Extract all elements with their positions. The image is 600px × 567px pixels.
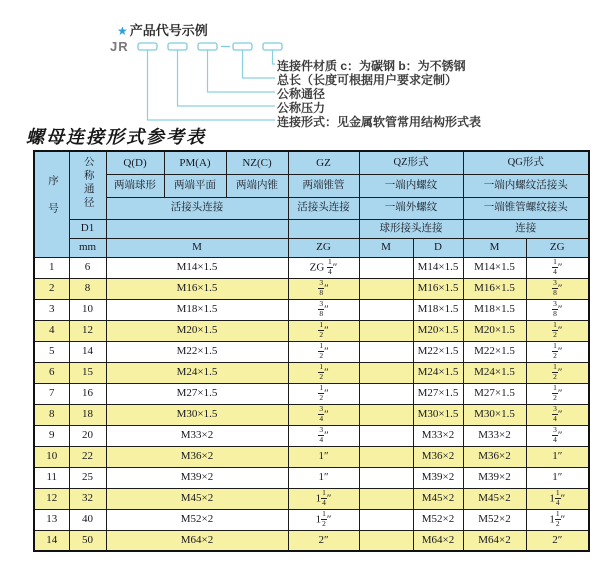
cell-qg-zg: $\frac{1}{4}$ ″ (526, 257, 589, 278)
table-row (34, 320, 589, 341)
header-m-span: M (106, 238, 288, 257)
code-label-material: 连接件材质 c：为碳钢 b：为不锈钢 (277, 59, 466, 73)
header-q-sub: 两端球形 (106, 174, 164, 197)
cell-gz: 1 $\frac{1}{2}$ ″ (288, 509, 359, 530)
cell-seq: 6 (34, 362, 69, 383)
code-label-diameter: 公称通径 (277, 87, 326, 101)
cell-qz-m (359, 341, 413, 362)
fraction: $\frac{1}{4}$ (328, 257, 332, 276)
header-nz-sub: 两端内锥 (226, 174, 288, 197)
cell-qg-m: M64×2 (463, 530, 526, 551)
fraction: $\frac{3}{4}$ (319, 425, 324, 444)
cell-m: M18×1.5 (106, 299, 288, 320)
cell-m: M20×1.5 (106, 320, 288, 341)
cell-seq: 2 (34, 278, 69, 299)
header-gz-union: 活接头连接 (288, 197, 359, 219)
cell-mm: 8 (69, 278, 106, 299)
cell-gz: $\frac{3}{8}$ ″ (288, 299, 359, 320)
cell-qz-d: M64×2 (413, 530, 463, 551)
cell-qg-zg: 2″ (526, 530, 589, 551)
cell-qg-zg: 1″ (526, 446, 589, 467)
cell-mm: 40 (69, 509, 106, 530)
cell-qg-m: M33×2 (463, 425, 526, 446)
cell-qg-zg: $\frac{1}{2}$ ″ (526, 362, 589, 383)
cell-qg-m: M27×1.5 (463, 383, 526, 404)
cell-qz-m (359, 530, 413, 551)
cell-qz-d: M45×2 (413, 488, 463, 509)
code-label-length: 总长（长度可根据用户要求定制） (277, 73, 458, 87)
table-row (34, 488, 589, 509)
header-col-nz: NZ(C) (226, 151, 288, 174)
cell-seq: 12 (34, 488, 69, 509)
cell-seq: 9 (34, 425, 69, 446)
code-box-2 (168, 43, 187, 50)
cell-m: M27×1.5 (106, 383, 288, 404)
cell-gz: $\frac{1}{2}$ ″ (288, 320, 359, 341)
fraction: $\frac{3}{4}$ (319, 404, 324, 423)
cell-gz: 1″ (288, 446, 359, 467)
header-nominal-diameter: 公称通径 (69, 151, 106, 219)
cell-qz-d: M33×2 (413, 425, 463, 446)
cell-seq: 7 (34, 383, 69, 404)
cell-qg-zg: 1 $\frac{1}{2}$ ″ (526, 509, 589, 530)
header-empty-gz (288, 219, 359, 238)
cell-qz-m (359, 467, 413, 488)
fraction: $\frac{1}{4}$ (553, 257, 557, 276)
cell-m: M16×1.5 (106, 278, 288, 299)
nut-connection-table (33, 150, 590, 552)
cell-qg-zg: $\frac{1}{2}$ ″ (526, 383, 589, 404)
fraction: $\frac{3}{8}$ (553, 278, 557, 297)
header-gz-sub: 两端锥管 (288, 174, 359, 197)
cell-seq: 8 (34, 404, 69, 425)
cell-seq: 14 (34, 530, 69, 551)
table-row (34, 530, 589, 551)
cell-qg-zg: $\frac{3}{8}$ ″ (526, 278, 589, 299)
code-box-3 (198, 43, 217, 50)
header-qg-sub1: 一端内螺纹活接头 (463, 174, 589, 197)
cell-m: M64×2 (106, 530, 288, 551)
cell-qg-zg: 1″ (526, 467, 589, 488)
fraction: $\frac{1}{2}$ (322, 509, 326, 528)
leader-line-diameter (208, 50, 276, 92)
header-mm: mm (69, 238, 106, 257)
cell-qz-m (359, 446, 413, 467)
fraction: $\frac{3}{8}$ (319, 278, 324, 297)
cell-qg-m: M30×1.5 (463, 404, 526, 425)
cell-qg-m: M52×2 (463, 509, 526, 530)
table-row (34, 446, 589, 467)
cell-qz-d: M36×2 (413, 446, 463, 467)
cell-qz-m (359, 362, 413, 383)
cell-gz: 1″ (288, 467, 359, 488)
cell-gz: $\frac{1}{2}$ ″ (288, 383, 359, 404)
header-union-span: 活接头连接 (106, 197, 288, 219)
leader-line-length (243, 50, 276, 78)
fraction: $\frac{1}{2}$ (553, 383, 557, 402)
cell-seq: 13 (34, 509, 69, 530)
header-pm-sub: 两端平面 (164, 174, 226, 197)
cell-qz-m (359, 404, 413, 425)
table-row (34, 383, 589, 404)
cell-mm: 20 (69, 425, 106, 446)
cell-qz-d: M24×1.5 (413, 362, 463, 383)
header-col-pm: PM(A) (164, 151, 226, 174)
cell-gz: $\frac{3}{4}$ ″ (288, 404, 359, 425)
cell-m: M30×1.5 (106, 404, 288, 425)
cell-qg-m: M14×1.5 (463, 257, 526, 278)
header-qz-sub1: 一端内螺纹 (359, 174, 463, 197)
cell-gz: ZG $\frac{1}{4}$ ″ (288, 257, 359, 278)
cell-seq: 1 (34, 257, 69, 278)
table-row (34, 299, 589, 320)
cell-mm: 25 (69, 467, 106, 488)
code-box-5 (263, 43, 282, 50)
cell-qg-zg: $\frac{1}{2}$ ″ (526, 341, 589, 362)
header-qg-zg: ZG (526, 238, 589, 257)
cell-mm: 16 (69, 383, 106, 404)
cell-qg-m: M18×1.5 (463, 299, 526, 320)
cell-qz-m (359, 425, 413, 446)
cell-qz-d: M20×1.5 (413, 320, 463, 341)
cell-seq: 11 (34, 467, 69, 488)
cell-qz-m (359, 488, 413, 509)
header-seq: 序号 (34, 151, 69, 257)
cell-qz-d: M22×1.5 (413, 341, 463, 362)
cell-qz-d: M18×1.5 (413, 299, 463, 320)
header-d1: D1 (69, 219, 106, 238)
cell-qg-zg: $\frac{3}{4}$ ″ (526, 404, 589, 425)
cell-seq: 5 (34, 341, 69, 362)
cell-mm: 12 (69, 320, 106, 341)
header-col-gz: GZ (288, 151, 359, 174)
fraction: $\frac{1}{4}$ (555, 488, 560, 507)
cell-seq: 10 (34, 446, 69, 467)
cell-m: M39×2 (106, 467, 288, 488)
fraction: $\frac{1}{2}$ (319, 362, 324, 381)
table-row (34, 341, 589, 362)
cell-mm: 32 (69, 488, 106, 509)
cell-qg-zg: 1 $\frac{1}{4}$ ″ (526, 488, 589, 509)
cell-gz: $\frac{1}{2}$ ″ (288, 362, 359, 383)
cell-seq: 3 (34, 299, 69, 320)
fraction: $\frac{1}{4}$ (322, 488, 326, 507)
cell-qz-d: M30×1.5 (413, 404, 463, 425)
fraction: $\frac{3}{4}$ (553, 404, 557, 423)
cell-qg-m: M36×2 (463, 446, 526, 467)
cell-m: M33×2 (106, 425, 288, 446)
header-qz-sub3: 球形接头连接 (359, 219, 463, 238)
code-prefix: JR (110, 39, 129, 54)
header-col-qz: QZ形式 (359, 151, 463, 174)
cell-qg-m: M22×1.5 (463, 341, 526, 362)
code-label-connection: 连接形式：见金属软管常用结构形式表 (277, 115, 482, 129)
cell-gz: 1 $\frac{1}{4}$ ″ (288, 488, 359, 509)
fraction: $\frac{1}{2}$ (319, 383, 324, 402)
fraction: $\frac{3}{8}$ (319, 299, 324, 318)
cell-m: M24×1.5 (106, 362, 288, 383)
fraction: $\frac{1}{2}$ (319, 341, 324, 360)
table-title: 螺母连接形式参考表 (26, 127, 206, 147)
cell-mm: 50 (69, 530, 106, 551)
header-qg-sub2: 一端锥管螺纹接头 (463, 197, 589, 219)
cell-qz-d: M39×2 (413, 467, 463, 488)
header-qg-m: M (463, 238, 526, 257)
table-row (34, 425, 589, 446)
header-empty-span (106, 219, 288, 238)
fraction: $\frac{3}{4}$ (553, 425, 557, 444)
star-icon: ★ (117, 24, 128, 38)
code-box-1 (138, 43, 157, 50)
header-qz-m: M (359, 238, 413, 257)
cell-mm: 14 (69, 341, 106, 362)
cell-qz-m (359, 299, 413, 320)
cell-mm: 22 (69, 446, 106, 467)
table-row (34, 404, 589, 425)
cell-qg-m: M45×2 (463, 488, 526, 509)
header-col-qg: QG形式 (463, 151, 589, 174)
cell-qg-zg: $\frac{3}{4}$ ″ (526, 425, 589, 446)
fraction: $\frac{1}{2}$ (553, 362, 557, 381)
table-body (34, 257, 589, 551)
cell-qg-zg: $\frac{1}{2}$ ″ (526, 320, 589, 341)
cell-qz-d: M14×1.5 (413, 257, 463, 278)
header-qz-sub2: 一端外螺纹 (359, 197, 463, 219)
cell-mm: 18 (69, 404, 106, 425)
cell-qz-m (359, 257, 413, 278)
fraction: $\frac{1}{2}$ (555, 509, 560, 528)
cell-m: M45×2 (106, 488, 288, 509)
cell-mm: 6 (69, 257, 106, 278)
leader-line-connection (148, 50, 276, 120)
diagram-heading (117, 20, 208, 39)
cell-gz: 2″ (288, 530, 359, 551)
cell-gz: $\frac{3}{8}$ ″ (288, 278, 359, 299)
code-label-pressure: 公称压力 (277, 101, 326, 115)
header-col-q: Q(D) (106, 151, 164, 174)
cell-qz-m (359, 383, 413, 404)
cell-qz-m (359, 278, 413, 299)
cell-m: M14×1.5 (106, 257, 288, 278)
code-box-4 (233, 43, 252, 50)
leader-line-material (273, 50, 276, 64)
diagram-heading-text: 产品代号示例 (129, 23, 208, 38)
fraction: $\frac{3}{8}$ (553, 299, 557, 318)
fraction: $\frac{1}{2}$ (319, 320, 324, 339)
cell-m: M22×1.5 (106, 341, 288, 362)
cell-qg-m: M16×1.5 (463, 278, 526, 299)
table-row (34, 362, 589, 383)
cell-gz: $\frac{1}{2}$ ″ (288, 341, 359, 362)
table-header (34, 151, 589, 257)
cell-qg-zg: $\frac{3}{8}$ ″ (526, 299, 589, 320)
header-gz-unit: ZG (288, 238, 359, 257)
table-row (34, 509, 589, 530)
cell-mm: 10 (69, 299, 106, 320)
header-qg-sub3: 连接 (463, 219, 589, 238)
cell-m: M52×2 (106, 509, 288, 530)
cell-qg-m: M20×1.5 (463, 320, 526, 341)
cell-qz-m (359, 320, 413, 341)
cell-m: M36×2 (106, 446, 288, 467)
cell-mm: 15 (69, 362, 106, 383)
table-row (34, 278, 589, 299)
table-row (34, 257, 589, 278)
cell-qz-d: M52×2 (413, 509, 463, 530)
cell-qz-d: M16×1.5 (413, 278, 463, 299)
cell-qz-d: M27×1.5 (413, 383, 463, 404)
header-qz-d: D (413, 238, 463, 257)
table-row (34, 467, 589, 488)
fraction: $\frac{1}{2}$ (553, 341, 557, 360)
cell-gz: $\frac{3}{4}$ ″ (288, 425, 359, 446)
cell-qg-m: M24×1.5 (463, 362, 526, 383)
cell-qg-m: M39×2 (463, 467, 526, 488)
cell-seq: 4 (34, 320, 69, 341)
cell-qz-m (359, 509, 413, 530)
fraction: $\frac{1}{2}$ (553, 320, 557, 339)
